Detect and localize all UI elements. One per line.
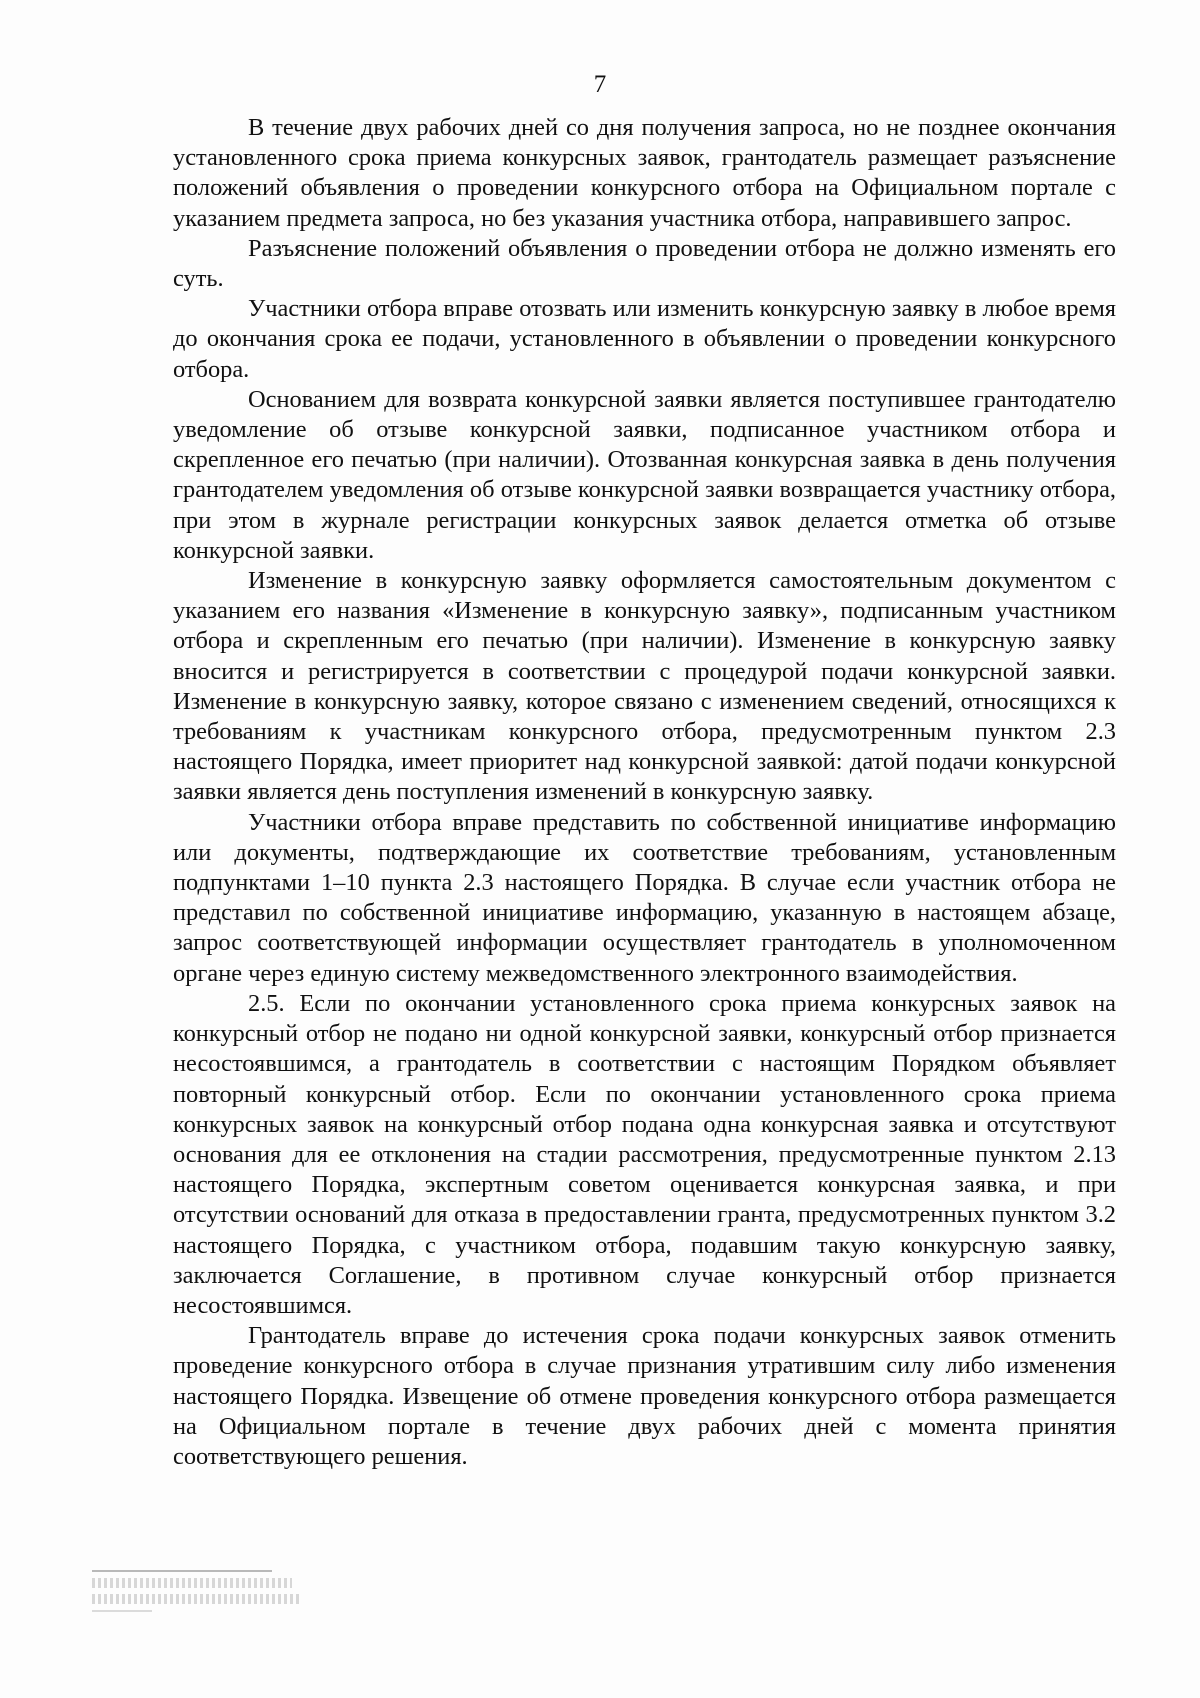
paragraph-withdraw-right: Участники отбора вправе отозвать или изменить конкурсную заявку в любое время до окончания срока ее подачи, установленного в объявлении о проведении конкурсного отбора. [173, 295, 1116, 383]
paragraph-application-change: Изменение в конкурсную заявку оформляется самостоятельным документом с указанием его названия «Изменение в конкурсную заявку», подписанным участником отбора и скрепленным его печатью (при наличии). Изменение в конкурсную заявку вносится и регистрируется в соответствии с процедурой подачи конкурсной заявки. Изменение в конкурсную заявку, которое связано с изменением сведений, относящихся к требованиям к участникам конкурсного отбора, предусмотренным пунктом 2.3 настоящего Порядка, имеет приоритет над конкурсной заявкой: датой подачи конкурсной заявки является день поступления изменений в конкурсную заявку. [173, 567, 1116, 806]
document-body [173, 113, 1116, 1472]
paragraph-cancellation: Грантодатель вправе до истечения срока подачи конкурсных заявок отменить проведение конкурсного отбора в случае признания утратившим силу либо изменения настоящего Порядка. Извещение об отмене проведения конкурсного отбора размещается на Официальном портале в течение двух рабочих дней с момента принятия соответствующего решения. [173, 1322, 1116, 1470]
paragraph-clarification-essence: Разъяснение положений объявления о проведении отбора не должно изменять его суть. [173, 234, 1116, 293]
paragraph-clarification-deadline: В течение двух рабочих дней со дня получения запроса, но не позднее окончания установленного срока приема конкурсных заявок, грантодатель размещает разъяснение положений объявления о проведении конкурсного отбора на Официальном портале с указанием предмета запроса, но без указания участника отбора, направившего запрос. [173, 114, 1116, 232]
paragraph-section-2-5: 2.5. Если по окончании установленного срока приема конкурсных заявок на конкурсный отбор не подано ни одной конкурсной заявки, конкурсный отбор признается несостоявшимся, а грантодатель в соответствии с настоящим Порядком объявляет повторный конкурсный отбор. Если по окончании установленного срока приема конкурсных заявок на конкурсный отбор подана одна конкурсная заявка и отсутствуют основания для ее отклонения на стадии рассмотрения, предусмотренные пунктом 2.13 настоящего Порядка, экспертным советом оценивается конкурсная заявка, и при отсутствии оснований для отказа в предоставлении гранта, предусмотренных пунктом 3.2 настоящего Порядка, с участником отбора, подавшим такую конкурсную заявку, заключается Соглашение, в противном случае конкурсный отбор признается несостоявшимся. [173, 989, 1116, 1319]
paragraph-own-initiative-documents: Участники отбора вправе представить по собственной инициативе информацию или документы, подтверждающие их соответствие требованиям, установленным подпунктами 1–10 пункта 2.3 настоящего Порядка. В случае если участник отбора не представил по собственной инициативе информацию, указанную в настоящем абзаце, запрос соответствующей информации осуществляет грантодатель в уполномоченном органе через единую систему межведомственного электронного взаимодействия. [173, 808, 1116, 987]
paragraph-withdraw-grounds: Основанием для возврата конкурсной заявки является поступившее грантодателю уведомление об отзыве конкурсной заявки, подписанное участником отбора и скрепленное его печатью (при наличии). Отозванная конкурсная заявка в день получения грантодателем уведомления об отзыве конкурсной заявки возвращается участнику отбора, при этом в журнале регистрации конкурсных заявок делается отметка об отзыве конкурсной заявки. [173, 385, 1116, 564]
page-number: 7 [593, 71, 607, 98]
scan-stamp-artifact [92, 1570, 312, 1630]
